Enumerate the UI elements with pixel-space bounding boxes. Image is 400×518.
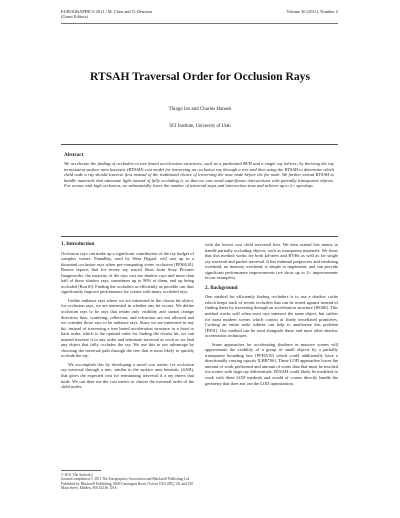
volume-line: Volume 30 (2011), Number 2 bbox=[286, 9, 338, 14]
journal-compilation-line: Journal compilation © 2011 The Eurographics Association and Blackwell Publishing Ltd. Published by Blackwell Publishing, 9600 Garsington Road, Oxford OX4 2DQ, UK and 350 Main Street, Malden, MA 02148, USA. bbox=[61, 477, 194, 491]
intro-paragraph-2: Unlike radiance rays where we are interested in the closest hit object, for occlusion rays, we are interested in whether any hit occurs. We define occlusion rays to be rays that return only visibility and cannot change direction; thus, scattering, reflection, and refraction are not allowed and we consider those rays to be radiance rays. Since we are interested in any hit, instead of traversing a tree based acceleration structure in a front to back order, which is the optimal order for finding the closest hit, we can instead traverse it in any order and terminate traversal as soon as we find any object that fully occludes the ray. We use this to our advantage by choosing the traversal path through the tree that is most likely to quickly occlude the ray. bbox=[61, 297, 194, 359]
conference-line: EUROGRAPHICS 2011 / M. Chen and O. Deussen bbox=[61, 9, 152, 14]
intro-paragraph-3: We accomplish this by developing a novel cost metric for occlusion ray traversal through a tree, similar to the surface area heuristic (SAH), that gives the expected cost for terminating traversal if a ray enters that node. We can then use the cost metric to choose the traversal order of the child nodes, bbox=[61, 361, 194, 390]
background-paragraph-1: One method for efficiently finding occluders is to use a shadow cache which keeps track of recent occluders that can be tested against instead of finding them by traversing through an acceleration structure [HG86]. This method works well when most rays intersect the same object, but suffers for most modern scenes which consist of finely tessellated primitives. Caching an entire node subtree can help to ameliorate this problem [FS91]. Our method can be used alongside these and most other shadow acceleration techniques. bbox=[205, 294, 338, 339]
paper-title: RTSAH Traversal Order for Occlusion Rays bbox=[90, 70, 310, 83]
footer-rule bbox=[61, 470, 101, 471]
intro-paragraph-1: Occlusion rays can make up a significant contribution of the ray budget of complex scenes. PantaRay, used by Weta Digital, will cast up to a thousand occlusion rays when pre-computing scene occlusion [PFHA10]. Boulos reports that for recent ray traced films from Sony Pictures Imageworks, the majority of the rays cast are shadow rays and more than half of these shadow rays, sometimes up to 90% of them, end up being occluded [Bou10]. Finding the occluders as efficiently as possible can thus significantly improve performance for scenes with many occluded rays. bbox=[61, 250, 194, 295]
abstract-top-rule bbox=[61, 144, 338, 145]
intro-continued-paragraph: with the lowest cost child traversed first. We then extend this metric to handle partially occluding objects, such as transparent materials. We show that this method works for both kd-trees and BVHs as well as for single ray traversal and packet traversal. It has minimal preprocess and rendering overhead, no memory overhead, is simple to implement, and can provide significant performance improvements (we show up to 2× improvements in our examples). bbox=[205, 242, 338, 281]
header-rule bbox=[61, 23, 338, 24]
copyright-line: © 2011 The Author(s) bbox=[61, 473, 93, 477]
right-column bbox=[205, 242, 338, 389]
left-column bbox=[61, 242, 194, 393]
author-affiliation: SCI Institute, University of Utah bbox=[169, 124, 231, 129]
copyright-footer bbox=[61, 470, 194, 491]
running-header-left bbox=[61, 9, 152, 20]
background-heading: 2. Background bbox=[205, 284, 238, 291]
abstract-text: We accelerate the finding of occluders in tree based acceleration structures, such as a packetized BVH and a single ray kd-tree, by deriving the ray termination surface area heuristic (RTSAH) cost model for traversing an occlusion ray through a tree and then using the RTSAH to determine which child node a ray should traverse first instead of the traditional choice of traversing the near node before the far node. We further extend RTSAH to handle materials that attenuate light instead of fully occluding it, so that we can avoid superfluous intersections with partially transparent objects. For scenes with high occlusion, we substantially lower the number of traversal steps and intersection tests and achieve up to 2× speedups. bbox=[64, 161, 334, 189]
introduction-heading: 1. Introduction bbox=[61, 241, 95, 247]
abstract-bottom-rule bbox=[61, 236, 338, 237]
editors-line: (Guest Editors) bbox=[61, 14, 88, 20]
paper-authors: Thiago Ize and Charles Hansen bbox=[168, 107, 232, 112]
background-paragraph-2: Some approaches for accelerating shadows in massive scenes will approximate the visibility of a group of small objects by a partially transparent bounding box [PFHA10] which could additionally have a directionally varying opacity [LBB*06]. These LOD approaches lower the amount of work performed and amount of scene data that must be touched for scenes with large ray differentials. RTSAH could likely be modified to work with these LOD methods and would of course directly handle the geometry that does not use the LOD optimization. bbox=[205, 341, 338, 386]
running-header-right bbox=[286, 9, 338, 14]
abstract-heading: Abstract bbox=[64, 152, 84, 158]
